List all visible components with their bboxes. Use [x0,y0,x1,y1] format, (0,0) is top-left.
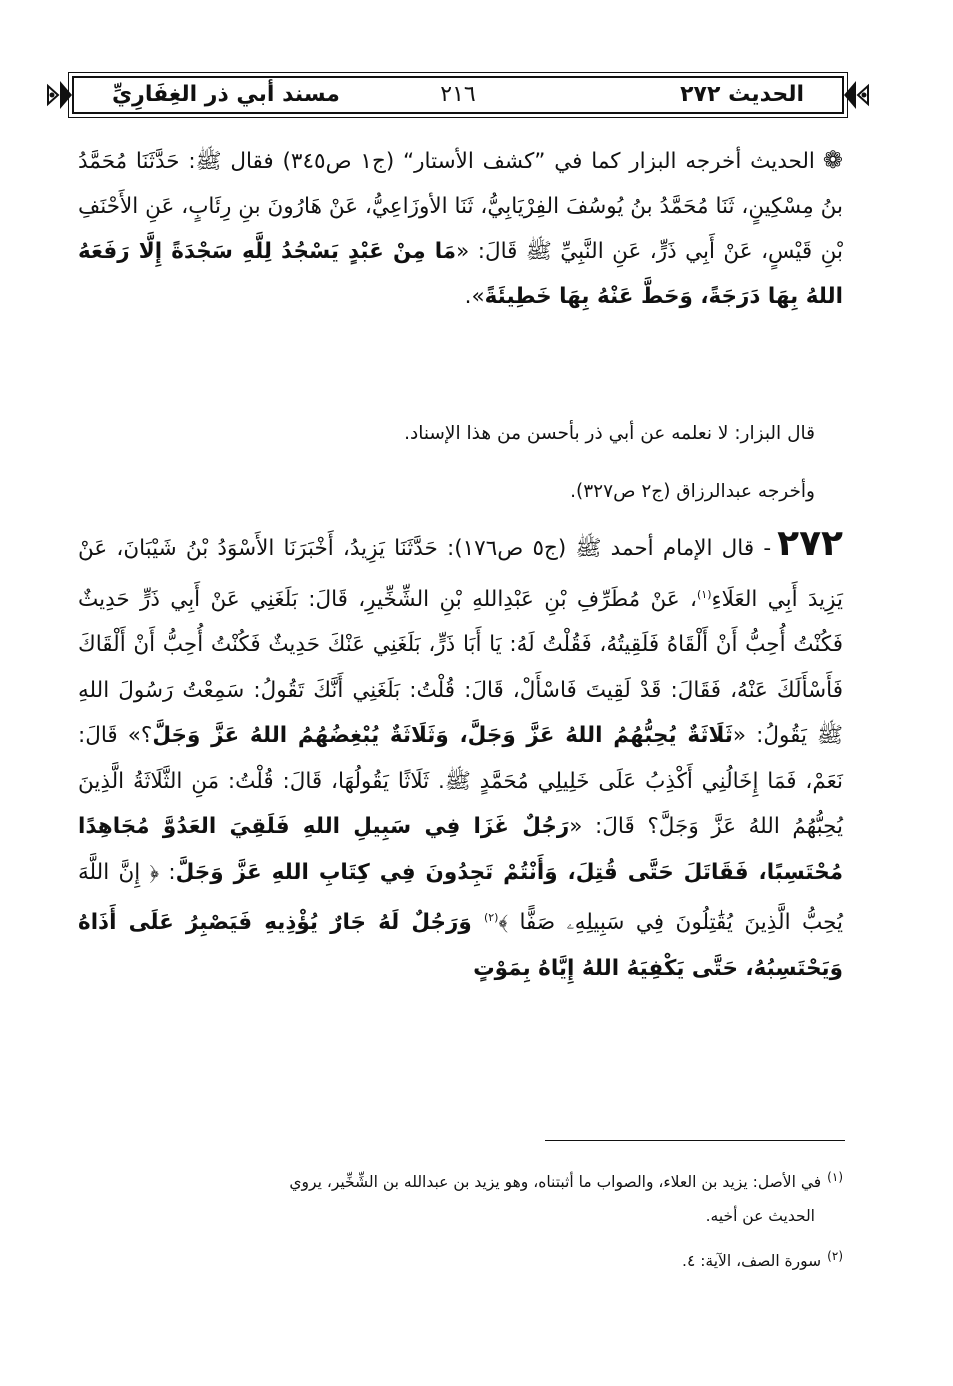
hadith-matn-2: رَجُلٌ غَزَا فِي سَبِيلِ اللهِ فَلَقِيَ العَدُوَّ مُجَاهِدًا مُحْتَسِبًا، فَقَاتَلَ حَتَّى قُتِلَ، وَأَنْتُمْ تَجِدُونَ فِي كِتَابِ اللهِ عَزَّ وَجَلَّ [78,814,844,885]
hadith-text-2: ؟» قَالَ: نَعَمْ، فَمَا إِخَالُنِي أَكْذِبُ عَلَى خَلِيلِي مُحَمَّدٍ ﷺ. ثَلَاثًا يَقُولُهَا، قَالَ: قُلْتُ: مَنِ الثَّلَاثَةُ الَّذِينَ يُحِبُّهُمُ اللهُ عَزَّ وَجَلَّ؟ قَالَ: « [78,723,843,840]
ornament-left-icon [44,78,74,112]
hadith-matn: مَا مِنْ عَبْدٍ يَسْجُدُ لِلَّهِ سَجْدَةً إِلَّا رَفَعَهُ اللهُ بِهَا دَرَجَةً، وَحَطَّ عَنْهُ بِهَا خَطِيئَةً [78,239,843,309]
quran-verse: ﴿ إِنَّ اللَّهَ يُحِبُّ الَّذِينَ يُقَٰتِلُونَ فِي سَبِيلِهِۦ صَفًّا ﴾ [78,859,844,936]
hadith-matn-3: وَرَجُلٌ لَهُ جَارٌ يُؤْذِيهِ فَيَصْبِرُ عَلَى أَذَاهُ وَيَحْتَسِبُهُ، حَتَّى يَكْفِيَهُ اللهُ إِيَّاهُ بِمَوْتٍ [78,910,843,981]
footnote-ref-1[interactable]: (١) [697,587,712,601]
header-hadith-number: الحديث ٢٧٢ [680,82,804,107]
paragraph-bazzar-note: قال البزار: لا نعلمه عن أبي ذر بأحسن من هذا الإسناد. [404,423,815,444]
hadith-272 [78,523,844,991]
footnotes [78,1160,843,1284]
hadith-number: ٢٧٢ [777,523,844,564]
footnote-1 [78,1160,843,1233]
hadith-matn-1: ثَلَاثَةٌ يُحِبُّهُمُ اللهُ عَزَّ وَجَلَّ، وَثَلَاثَةٌ يُبْغِضُهُمُ اللهُ عَزَّ وَجَلَّ [152,723,733,749]
hadith-text: ، عَنْ مُطَرِّفِ بْنِ عَبْدِاللهِ بْنِ الشِّخِّيرِ، قَالَ: بَلَغَنِي عَنْ أَبِي ذَرٍّ حَدِيثٌ فَكُنْتُ أُحِبُّ أَنْ أَلْقَاهُ فَلَقِيتُهُ، فَقُلْتُ لَهُ: يَا أَبَا ذَرٍّ، بَلَغَنِي عَنْكَ حَدِيثٌ فَكُنْتُ أُحِبُّ أَنْ أَلْقَاكَ فَأَسْأَلَكَ عَنْهُ، فَقَالَ: قَدْ لَقِيتَ فَاسْأَلْ، قَالَ: قُلْتُ: بَلَغَنِي أَنَّكَ تَقُولُ: سَمِعْتُ رَسُولَ اللهِ ﷺ يَقُولُ: « [78,586,843,749]
paragraph-takhrij [78,138,843,319]
footnote-ref-2[interactable]: (٢) [483,911,499,925]
book-title: مسند أبي ذر الغِفَارِيِّ [112,82,340,107]
footnote-divider [545,1140,845,1141]
footnote-text: في الأصل: يزيد بن العلاء، والصواب ما أثبتناه، وهو يزيد بن عبدالله بن الشِّخِّير، يروي [289,1173,822,1192]
paragraph-end: ». [464,284,485,309]
footnote-text-cont: الحديث عن أخيه. [705,1207,815,1226]
footnote-2 [78,1239,843,1278]
hadith-isnad: - قال الإمام أحمد ﷺ (ج٥ ص١٧٦): حَدَّثَنَا يَزِيدُ، أَخْبَرَنَا الأَسْوَدُ بْنُ شَيْبَانَ، عَنْ يَزِيدَ أَبِي العَلَاءِ [78,536,843,612]
footnote-number: (٢) [827,1249,843,1264]
footnote-number: (١) [827,1170,843,1184]
paragraph-abdulrazzaq: وأخرجه عبدالرزاق (ج٢ ص٣٢٧). [570,481,815,502]
page-number: ٢١٦ [440,82,476,107]
page-header [48,72,868,118]
ornament-right-icon [842,78,872,112]
footnote-text: سورة الصف، الآية: ٤. [682,1252,822,1271]
paragraph-text: الحديث أخرجه البزار كما في ”كشف الأستار“ (ج١ ص٣٤٥) فقال ﷺ: حَدَّثَنَا مُحَمَّدُ بنُ مِسْكِينٍ، ثَنَا مُحَمَّدُ بنُ يُوسُفَ الفِرْيَابِيُّ، ثَنَا الأوزَاعِيُّ، عَنْ هَارُونَ بنِ رِئَابٍ، عَنِ الأَحْنَفِ بْنِ قَيْسٍ، عَنْ أَبِي ذَرٍّ، عَنِ النَّبِيِّ ﷺ قَالَ: « [78,149,843,264]
colon: : [159,859,176,885]
flower-icon: ❁ [822,146,843,174]
